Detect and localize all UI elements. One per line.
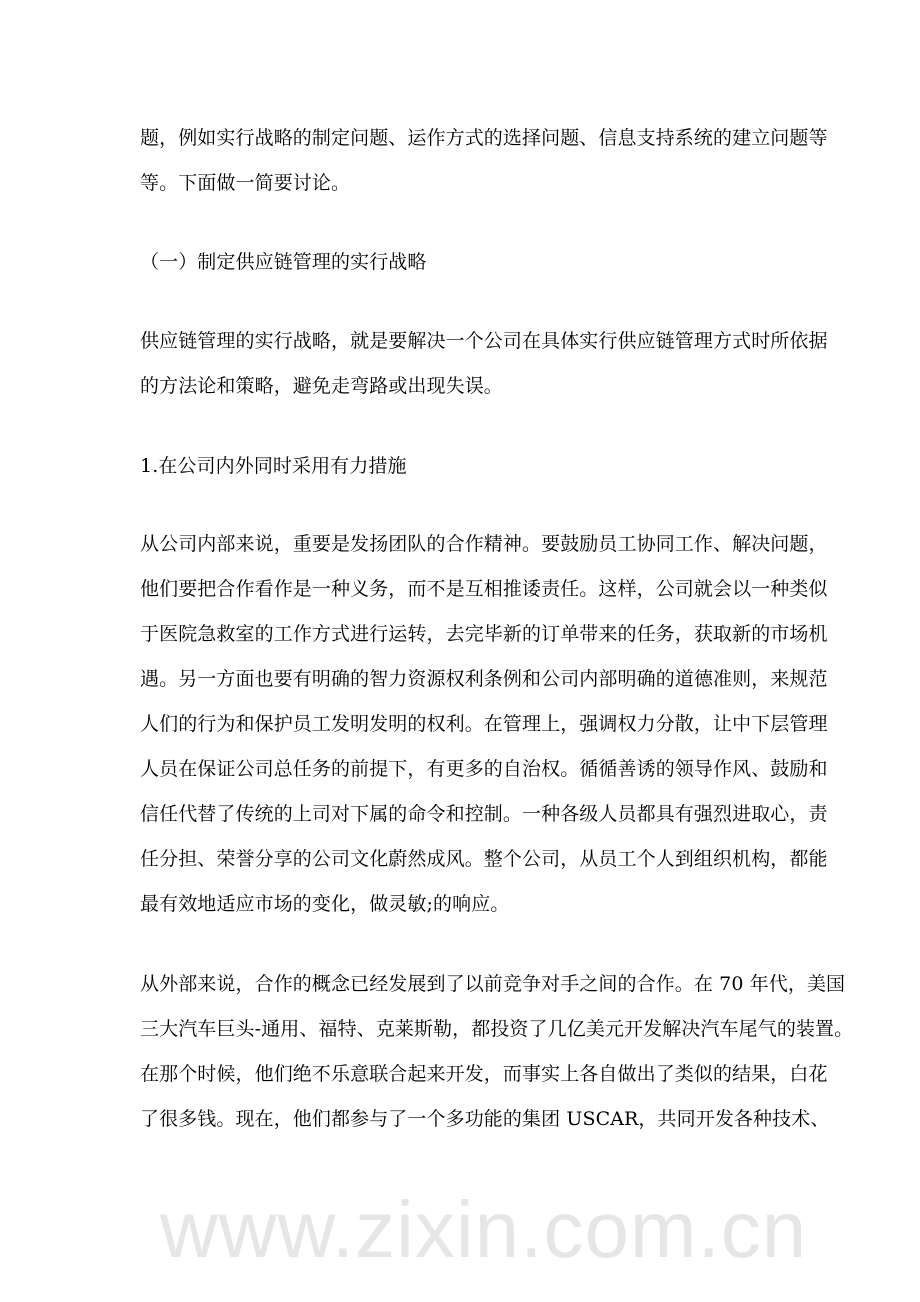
subsection-heading: 1.在公司内外同时采用有力措施 [140,455,407,477]
paragraph-line: 等。下面做一简要讨论。 [140,172,351,194]
paragraph-line: 从公司内部来说，重要是发扬团队的合作精神。要鼓励员工协同工作、解决问题， [140,533,828,555]
paragraph-line: 了很多钱。现在，他们都参与了一个多功能的集团 USCAR，共同开发各种技术、 [140,1108,830,1130]
paragraph-line: 于医院急救室的工作方式进行运转，去完毕新的订单带来的任务，获取新的市场机 [140,623,828,645]
paragraph-line: 三大汽车巨头-通用、福特、克莱斯勒，都投资了几亿美元开发解决汽车尾气的装置。 [140,1018,854,1040]
paragraph-line: 在那个时候，他们绝不乐意联合起来开发，而事实上各自做出了类似的结果，白花 [140,1063,828,1085]
paragraph-line: 供应链管理的实行战略，就是要解决一个公司在具体实行供应链管理方式时所依据 [140,330,828,352]
paragraph-line: 题，例如实行战略的制定问题、运作方式的选择问题、信息支持系统的建立问题等 [140,127,828,149]
paragraph-line: 任分担、荣誉分享的公司文化蔚然成风。整个公司，从员工个人到组织机构，都能 [140,848,828,870]
paragraph-line: 从外部来说，合作的概念已经发展到了以前竞争对手之间的合作。在 70 年代，美国 [140,973,846,995]
paragraph-line: 的方法论和策略，避免走弯路或出现失误。 [140,375,503,397]
paragraph-line: 人们的行为和保护员工发明发明的权利。在管理上，强调权力分散，让中下层管理 [140,713,828,735]
paragraph-line: 最有效地适应市场的变化，做灵敏;的响应。 [140,893,510,915]
section-heading: （一）制定供应链管理的实行战略 [140,251,427,273]
paragraph-line: 遇。另一方面也要有明确的智力资源权利条例和公司内部明确的道德准则，来规范 [140,668,828,690]
paragraph-line: 信任代替了传统的上司对下属的命令和控制。一种各级人员都具有强烈进取心，责 [140,803,828,825]
watermark: www.zixin.com.cn [160,1185,808,1274]
paragraph-line: 人员在保证公司总任务的前提下，有更多的自治权。循循善诱的领导作风、鼓励和 [140,758,828,780]
paragraph-line: 他们要把合作看作是一种义务，而不是互相推诿责任。这样，公司就会以一种类似 [140,578,828,600]
